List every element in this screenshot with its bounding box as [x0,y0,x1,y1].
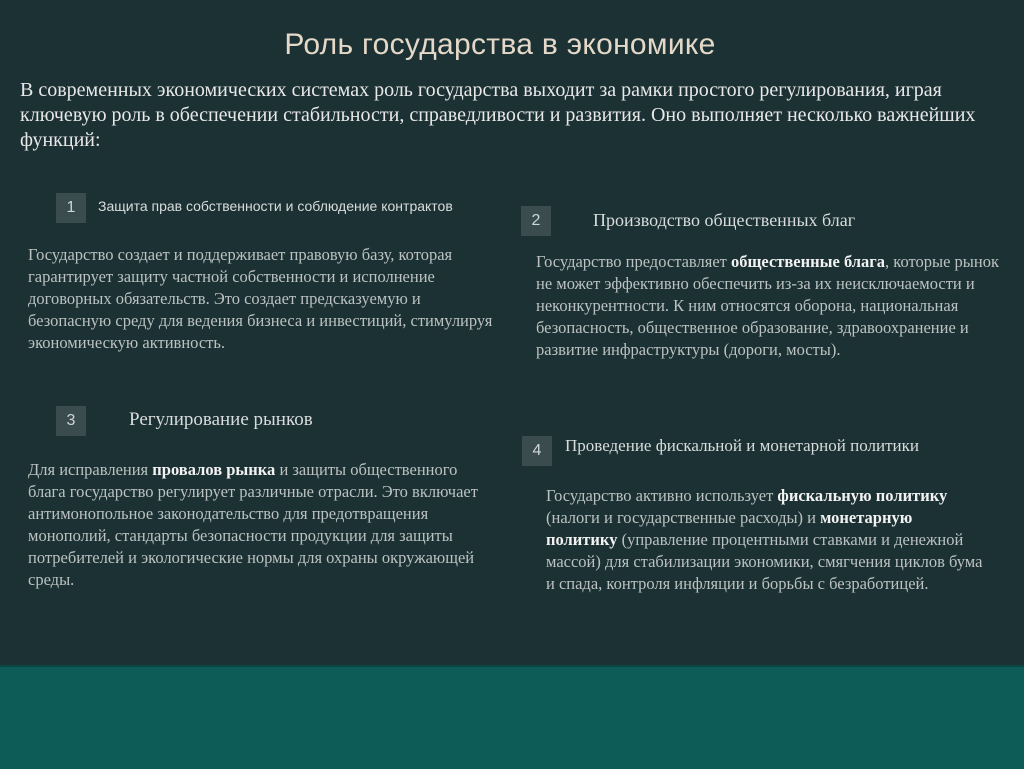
item-2-heading: Производство общественных благ [593,210,856,230]
item-4-number: 4 [522,436,552,466]
item-1-heading: Защита прав собственности и соблюдение контрактов [98,198,453,214]
intro-paragraph: В современных экономических системах роль государства выходит за рамки простого регулирования, играя ключевую роль в обеспечении стабильности, справедливости и развития. Оно выполняет несколько важнейших функций: [20,79,976,151]
item-4-body: Государство активно использует фискальную политику (налоги и государственные расходы) и монетарную политику (управление процентными ставками и денежной массой) для стабилизации экономики, смягчения циклов бума и спада, контроля инфляции и борьбы с безработицей. [546,486,983,593]
item-2-number: 2 [521,206,551,236]
item-4-heading: Проведение фискальной и монетарной политики [565,436,919,455]
item-1-number: 1 [56,193,86,223]
item-3-number: 3 [56,406,86,436]
item-1-body: Государство создает и поддерживает правовую базу, которая гарантирует защиту частной собственности и исполнение договорных обязательств. Это создает предсказуемую и безопасную среду для ведения бизнеса и инвестиций, стимулируя экономическую активность. [28,245,493,352]
item-3-body: Для исправления провалов рынка и защиты общественного блага государство регулирует различные отрасли. Это включает антимонопольное законодательство для предотвращения монополий, стандарты безопасности продукции для защиты потребителей и экологические нормы для охраны окружающей среды. [28,460,478,589]
item-2-body: Государство предоставляет общественные блага, которые рынок не может эффективно обеспечить из-за их неисключаемости и неконкурентности. К ним относятся оборона, национальная безопасность, общественное образование, здравоохранение и развитие инфраструктуры (дороги, мосты). [536,252,999,359]
slide-title: Роль государства в экономике [284,28,716,61]
item-3-heading: Регулирование рынков [129,409,313,430]
bottom-band [0,665,1024,769]
